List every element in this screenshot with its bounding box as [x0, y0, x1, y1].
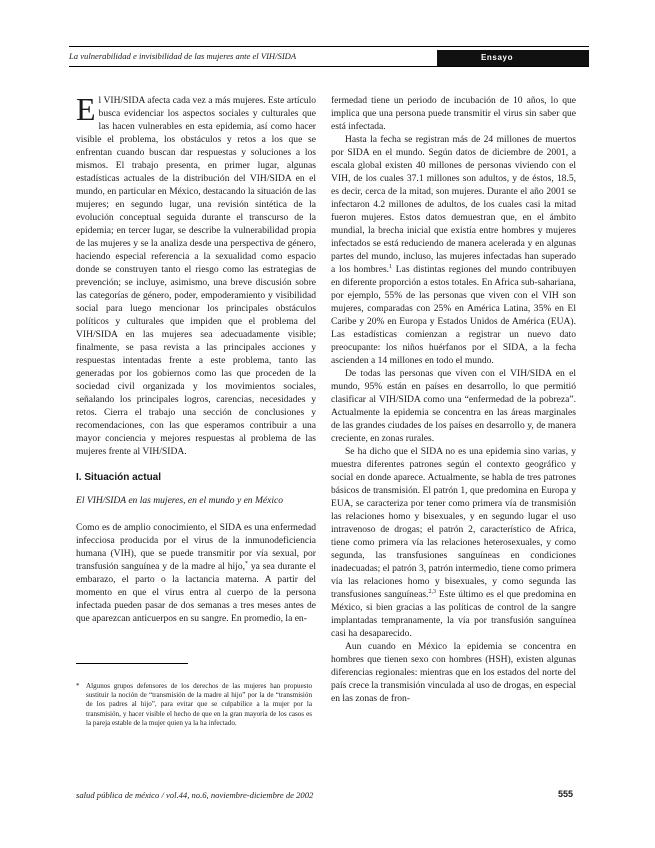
right-column	[331, 94, 576, 705]
section-tag: Ensayo	[437, 50, 589, 66]
page-number: 555	[558, 789, 574, 799]
intro-text: l VIH/SIDA afecta cada vez a más mujeres. Este artículo busca evidenciar los aspectos sociales y culturales que las hacen vulnerables en esta epidemia, así como hacer visible el problema, los obstáculos y retos a los que se enfrentan cuando buscan dar respuestas y soluciones a los mismos. El trabajo presenta, en primer lugar, algunas estadísticas actuales de la distribución del VIH/SIDA en el mundo, en particular en México, destacando la situación de las mujeres; en segundo lugar, una revisión sintética de la evolución conceptual seguida durante el transcurso de la epidemia; en tercer lugar, se describe la vulnerabilidad propia de las mujeres y se la analiza desde una perspectiva de género, haciendo especial referencia a la sexualidad como espacio donde se construyen tanto el riesgo como las estrategias de prevención; se incluye, asimismo, una breve discusión sobre las categorías de género, poder, empoderamiento y visibilidad social para luego mencionar los principales obstáculos políticos y culturales que impiden que el problema del VIH/SIDA en las mujeres sea adecuadamente visible; finalmente, se pasa revista a las principales acciones y respuestas intentadas frente a este problema, tanto las generadas por los gobiernos como las que proceden de la sociedad civil organizada y los movimientos sociales, señalando los principales logros, carencias, necesidades y retos. Cierra el trabajo una sección de conclusiones y recomendaciones, con las que esperamos contribuir a una mayor conciencia y mejores respuestas al problema de las mujeres frente al VIH/SIDA.	[76, 95, 316, 457]
footnote-text: Algunos grupos defensores de los derechos de las mujeres han propuesto sustituir la noción de “transmisión de la madre al hijo” por la de “transmisión de los padres al hijo”, para evitar que se culpabilice a la mujer por la transmisión, y hacer visible el hecho de que en la gran mayoría de los casos es la pareja estable de la mujer quien ya la ha infectado.	[86, 682, 312, 727]
body-paragraph: Aun cuando en México la epidemia se concentra en hombres que tienen sexo con hombres (HSH), existen algunas diferencias regionales: mientras que en los estados del norte del país crece la transmisión vinculada al uso de drogas, en especial en las zonas de fron-	[331, 641, 576, 704]
body-paragraph: fermedad tiene un periodo de incubación de 10 años, lo que implica que una persona puede transmitir el virus sin saber que está infectada.	[331, 95, 576, 132]
paragraph-text: Las distintas regiones del mundo contribuyen en diferente proporción a estos totales. En Africa sub-sahariana, por ejemplo, 55% de las personas que viven con el VIH son mujeres, comparadas con 25% en América Latina, 35% en El Caribe y 20% en Europa y Estados Unidos de América (EUA). Las estadísticas comienzan a registrar un nuevo dato preocupante: los niños huérfanos por el SIDA, a la fecha ascienden a 14 millones en todo el mundo.	[331, 264, 576, 366]
intro-paragraph	[76, 91, 316, 458]
footnote-rule	[76, 663, 188, 664]
header-rule-top	[69, 46, 589, 47]
paragraph-text: Se ha dicho que el SIDA no es una epidemia sino varias, y muestra diferentes patrones según el contexto geográfico y social en donde aparece. Actualmente, se habla de tres patrones básicos de transmisión. El patrón 1, que predomina en Europa y EUA, se caracteriza por tener como primera vía de transmisión las relaciones homo y bisexuales, y en segundo lugar el uso intravenoso de drogas; el patrón 2, característico de Africa, tiene como primera vía las relaciones heterosexuales, y como segunda, las transfusiones sanguíneas en condiciones inadecuadas; el patrón 3, patrón intermedio, tiene como primera vía las relaciones homo y bisexuales, y como segunda las transfusiones sanguíneas.	[331, 446, 576, 600]
subsection-heading: El VIH/SIDA en las mujeres, en el mundo y en México	[76, 495, 284, 506]
body-paragraph: De todas las personas que viven con el VIH/SIDA en el mundo, 95% están en países en desarrollo, lo que permitió clasificar al VIH/SIDA como una “enfermedad de la pobreza”. Actualmente la epidemia se concentra en las áreas marginales de las grandes ciudades de los países en desarrollo y, de manera creciente, en zonas rurales.	[331, 368, 576, 444]
footer-journal: salud pública de méxico / vol.44, no.6, noviembre-diciembre de 2002	[76, 790, 314, 800]
paragraph-text: Este último es el que predomina en México, si bien gracias a las políticas de control de la sangre implantadas tempranamente, la vía por transfusión sanguínea casi ha desaparecido.	[331, 589, 576, 639]
left-column	[76, 91, 316, 625]
running-title: La vulnerabilidad e invisibilidad de las mujeres ante el VIH/SIDA	[69, 51, 297, 61]
footnote-marker[interactable]: *	[245, 560, 248, 567]
footnote	[76, 682, 312, 728]
reference-marker[interactable]: 2,3	[428, 588, 437, 595]
body-paragraph	[76, 521, 316, 625]
paragraph-text: Hasta la fecha se registran más de 24 millones de muertos por SIDA en el mundo. Según datos de diciembre de 2001, a escala global existen 40 millones de personas viviendo con el VIH, de los cuales 37.1 millones son adultos, y de éstos, 18.5, es decir, cerca de la mitad, son mujeres. Durante el año 2001 se infectaron 4.2 millones de adultos, de los cuales casi la mitad fueron mujeres. Estos datos demuestran que, en el ámbito mundial, la brecha inicial que existía entre hombres y mujeres infectados se está reduciendo de manera acelerada y en algunas partes del mundo, incluso, las mujeres infectadas han superado a los hombres.	[331, 134, 576, 275]
header-rule-bottom	[69, 66, 589, 67]
section-heading: I. Situación actual	[76, 472, 162, 483]
body-paragraph	[331, 445, 576, 640]
body-paragraph	[331, 133, 576, 367]
paragraph-text: Como es de amplio conocimiento, el SIDA es una enfermedad infecciosa producida por el virus de la inmunodeficiencia humana (VIH), que se puede transmitir por vía sexual, por transfusión sanguínea y de la madre al hijo,	[76, 522, 316, 572]
paragraph-text: ya sea durante el embarazo, el parto o la lactancia materna. A partir del momento en que el virus entra al cuerpo de la persona infectada pueden pasar de dos semanas a tres meses antes de que aparezcan anticuerpos en su sangre. En promedio, la en-	[76, 561, 316, 624]
footnote-mark: *	[76, 682, 80, 690]
drop-cap: E	[76, 91, 96, 127]
reference-marker[interactable]: 1	[389, 263, 393, 270]
